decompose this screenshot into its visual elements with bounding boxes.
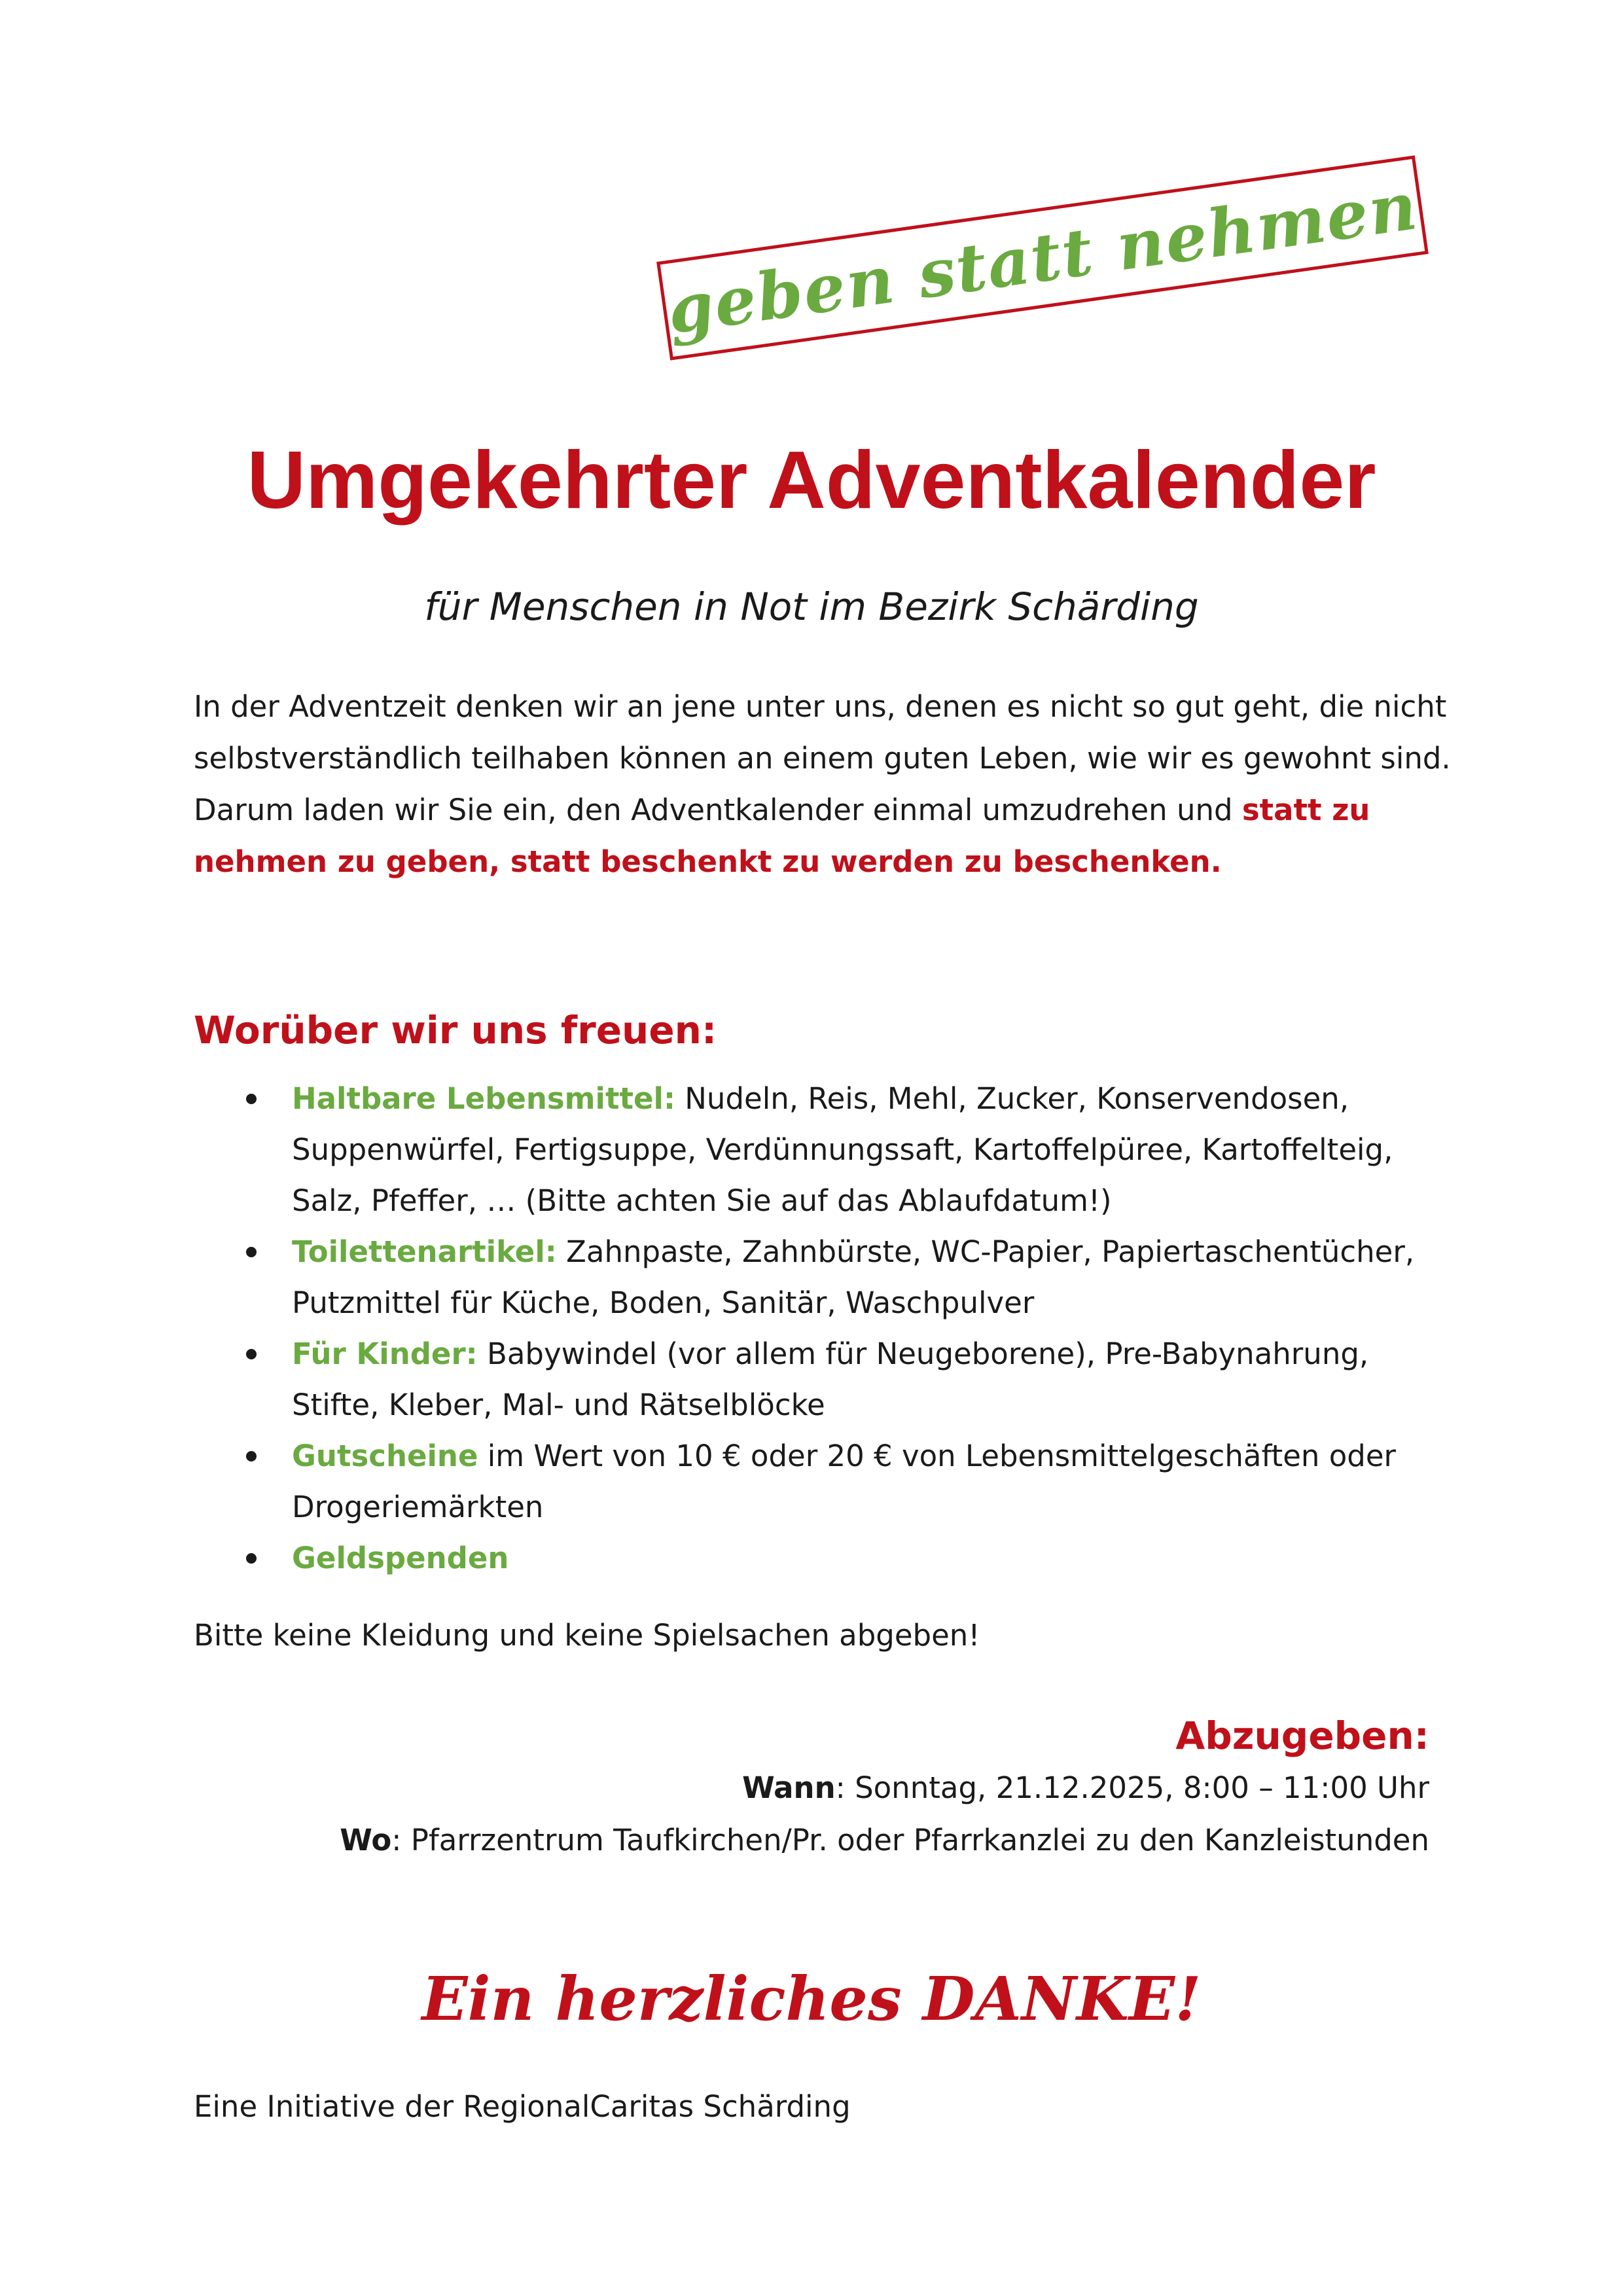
intro-paragraph-2-highlight: statt zu nehmen zu geben, statt beschenkt zu werden zu beschenken. (194, 793, 1370, 879)
list-item-text: Nudeln, Reis, Mehl, Zucker, Konservendosen, Suppenwürfel, Fertigsuppe, Verdünnungssaft, Kartoffelpüree, Kartoffelteig, Salz, Pfeffer, … (Bitte achten Sie auf das Ablaufdatum!) (292, 1081, 1393, 1218)
thanks-text: Ein herzliches DANKE! (421, 1964, 1202, 2034)
list-item-text: im Wert von 10 € oder 20 € von Lebensmittelgeschäften oder Drogeriemärkten (292, 1439, 1396, 1524)
stamp-box (656, 155, 1429, 360)
list-item (194, 1227, 1457, 1329)
intro-paragraph-2 (194, 784, 1457, 888)
wishlist-heading: Worüber wir uns freuen: (194, 1008, 717, 1052)
list-item-label: Geldspenden (292, 1541, 509, 1575)
list-item-label: Für Kinder: (292, 1336, 478, 1371)
bullet-icon (246, 1094, 257, 1104)
dropoff-when-text: : Sonntag, 21.12.2025, 8:00 – 11:00 Uhr (835, 1770, 1429, 1805)
list-item-label: Toilettenartikel: (292, 1234, 557, 1269)
intro-paragraph-2-plain: Darum laden wir Sie ein, den Adventkalender einmal umzudrehen und (194, 793, 1242, 827)
list-item (194, 1533, 1457, 1584)
dropoff-heading: Abzugeben: (1175, 1713, 1429, 1758)
stamp-text: geben statt nehmen (662, 167, 1423, 349)
list-item (194, 1431, 1457, 1533)
dropoff-when-label: Wann (742, 1770, 836, 1805)
list-item (194, 1329, 1457, 1431)
dropoff-where-text: : Pfarrzentrum Taufkirchen/Pr. oder Pfarrkanzlei zu den Kanzleistunden (391, 1823, 1429, 1857)
intro-paragraph-1: In der Adventzeit denken wir an jene unter uns, denen es nicht so gut geht, die nicht selbstverständlich teilhaben können an einem guten Leben, wie wir es gewohnt sind. (194, 689, 1451, 776)
bullet-icon (246, 1349, 257, 1359)
note-text: Bitte keine Kleidung und keine Spielsachen abgeben! (194, 1618, 980, 1653)
dropoff-where-label: Wo (340, 1823, 392, 1857)
intro-text (194, 681, 1457, 888)
list-item-text: Babywindel (vor allem für Neugeborene), Pre-Babynahrung, Stifte, Kleber, Mal- und Rätselblöcke (292, 1336, 1369, 1422)
dropoff-when (742, 1770, 1429, 1805)
dropoff-where (340, 1823, 1429, 1857)
list-item (194, 1073, 1457, 1227)
bullet-icon (246, 1553, 257, 1564)
footer-text: Eine Initiative der RegionalCaritas Schärding (194, 2089, 851, 2124)
page-title: Umgekehrter Adventkalender (247, 435, 1376, 526)
bullet-icon (246, 1451, 257, 1462)
page-subtitle: für Menschen in Not im Bezirk Schärding (424, 584, 1199, 629)
bullet-icon (246, 1247, 257, 1257)
list-item-text: Zahnpaste, Zahnbürste, WC-Papier, Papiertaschentücher, Putzmittel für Küche, Boden, Sanitär, Waschpulver (292, 1234, 1415, 1320)
list-item-label: Gutscheine (292, 1439, 478, 1473)
list-item-label: Haltbare Lebensmittel: (292, 1081, 675, 1116)
wishlist (194, 1073, 1457, 1584)
